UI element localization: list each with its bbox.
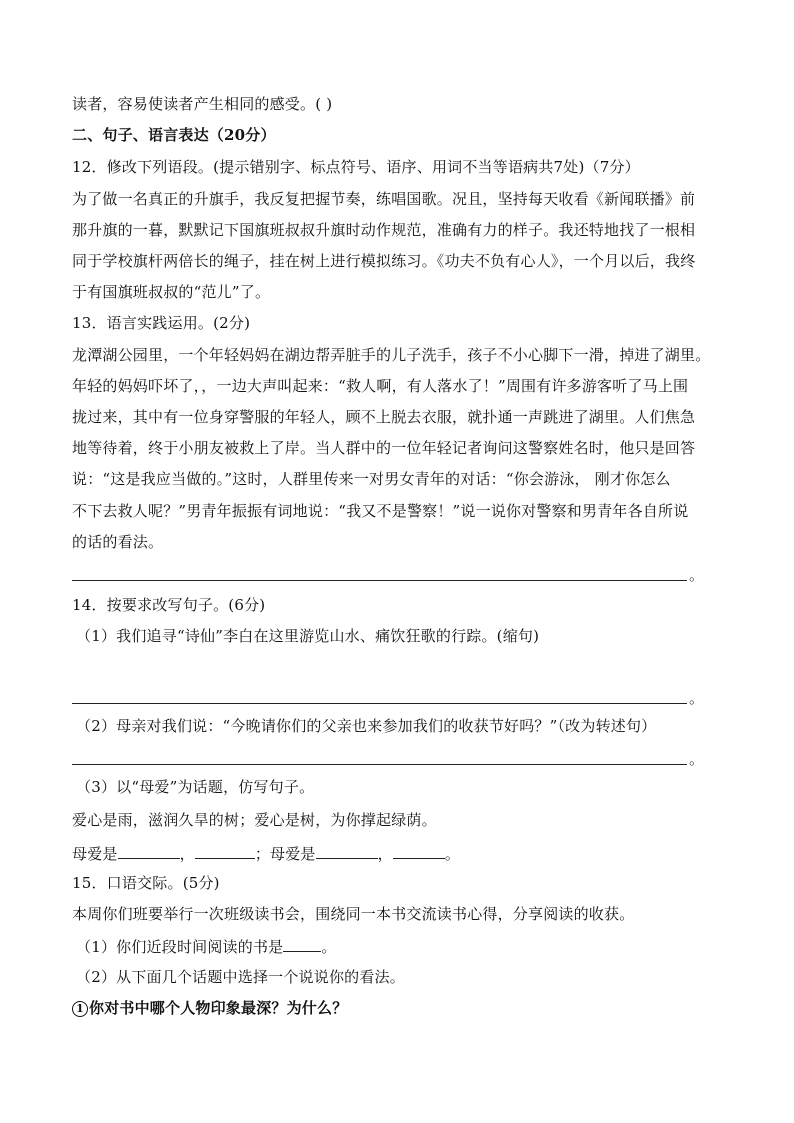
q15-prompt: 15．口语交际。(5分) (72, 874, 220, 892)
q12-passage-line: 同于学校旗杆两倍长的绳子，挂在树上进行模拟练习。《功夫不负有心人》，一个月以后，我终 (72, 252, 696, 270)
q12-passage-line: 为了做一名真正的升旗手，我反复把握节奏，练唱国歌。况且，坚持每天收看《新闻联播》前 (72, 190, 696, 208)
q14-2-prompt: （2）母亲对我们说：“今晚请你们的父亲也来参加我们的收获节好吗？”（改为转述句） (76, 717, 657, 735)
q13-passage-line: 年轻的妈妈吓坏了，，一边大声叫起来：“救人啊，有人落水了！”周围有许多游客听了马上围 (72, 377, 689, 395)
fill-blank[interactable] (118, 842, 180, 859)
q15-1-text: （1）你们近段时间阅读的书是 (76, 938, 284, 956)
fill-blank[interactable] (316, 842, 378, 859)
answer-line-period: 。 (689, 750, 705, 768)
section-title: 二、句子、语言表达（20分） (72, 126, 276, 144)
q13-passage-line: 的话的看法。 (72, 533, 164, 551)
answer-bracket-line: 读者，容易使读者产生相同的感受。( ) (72, 95, 333, 113)
fill-blank[interactable] (393, 842, 445, 859)
q13-passage-line: 说：“这是我应当做的。”这时，人群里传来一对男女青年的对话：“你会游泳， 刚才你怎么 (72, 470, 671, 488)
q14-3-prompt: （3）以“母爱”为话题，仿写句子。 (76, 778, 315, 796)
q13-answer-line[interactable] (72, 580, 687, 581)
q14-2-answer-line[interactable] (72, 764, 687, 765)
book-name-blank[interactable] (283, 935, 321, 952)
fill-text: ；母爱是 (254, 845, 316, 863)
q15-option-1 (72, 998, 347, 1018)
q13-passage-line: 地等待着，终于小朋友被救上了岸。当人群中的一位年轻记者询问这警察姓名时，他只是回答 (72, 439, 696, 457)
answer-line-period: 。 (689, 689, 705, 707)
q13-passage-line: 不下去救人呢？”男青年振振有词地说：“我又不是警察！”说一说你对警察和男青年各自所说 (72, 502, 689, 520)
q15-intro: 本周你们班要举行一次班级读书会，围绕同一本书交流读书心得，分享阅读的收获。 (72, 905, 635, 923)
q14-1-answer-line[interactable] (72, 703, 687, 704)
fill-text: ， (377, 845, 393, 863)
fill-text: 母爱是 (72, 845, 118, 863)
q14-prompt: 14．按要求改写句子。(6分) (72, 596, 266, 614)
q12-prompt: 12．修改下列语段。(提示错别字、标点符号、语序、用词不当等语病共7处)（7分） (72, 158, 640, 176)
fill-text: 。 (444, 845, 461, 863)
q14-example-sentence: 爱心是雨，滋润久旱的树；爱心是树，为你撑起绿荫。 (72, 811, 437, 829)
fill-text: ， (179, 845, 195, 863)
q14-1-prompt: （1）我们追寻“诗仙”李白在这里游览山水、痛饮狂歌的行踪。(缩句) (76, 627, 540, 645)
answer-line-period: 。 (689, 566, 705, 584)
q12-passage-line: 那升旗的一暮，默默记下国旗班叔叔升旗时动作规范，准确有力的样子。我还特地找了一根相 (72, 221, 696, 239)
q13-prompt: 13．语言实践运用。(2分) (72, 314, 251, 332)
q14-fill-sentence (72, 842, 460, 864)
q12-passage-line: 于有国旗班叔叔的“范儿”了。 (72, 283, 271, 301)
option-text: 你对书中哪个人物印象最深？为什么？ (89, 999, 348, 1017)
circled-number: 1 (72, 1001, 88, 1017)
q13-passage-line: 龙潭湖公园里，一个年轻妈妈在湖边帮弄脏手的儿子洗手，孩子不小心脚下一滑，掉进了湖里。 (72, 346, 711, 364)
q15-1-end: 。 (321, 938, 337, 956)
fill-blank[interactable] (195, 842, 255, 859)
q15-2-line: （2）从下面几个话题中选择一个说说你的看法。 (76, 968, 405, 986)
q13-passage-line: 拢过来，其中有一位身穿警服的年轻人，顾不上脱去衣服，就扑通一声跳进了湖里。人们焦急 (72, 408, 696, 426)
q15-1-line (76, 935, 337, 957)
